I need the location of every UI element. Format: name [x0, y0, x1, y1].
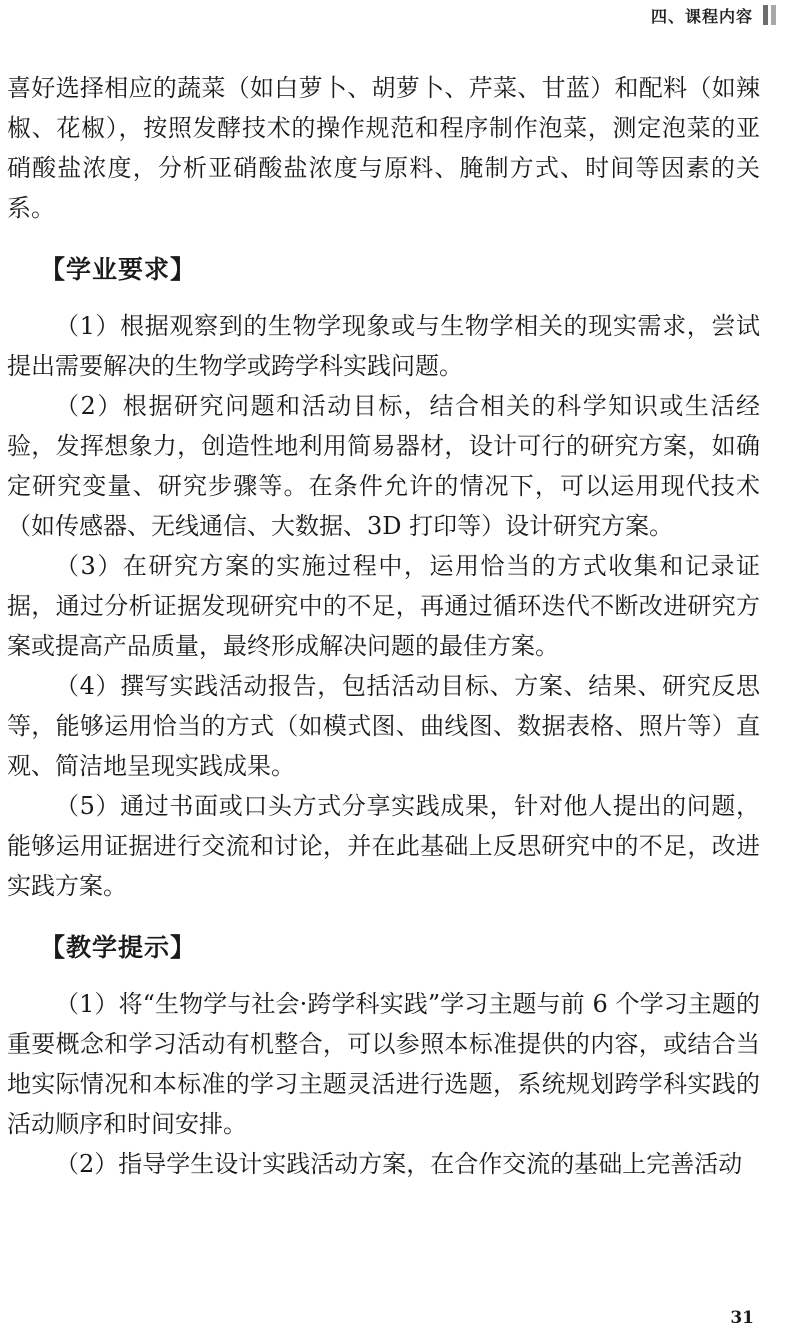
teaching-tip-item-1: （1）将“生物学与社会·跨学科实践”学习主题与前 6 个学习主题的重要概念和学习活动有机整合，可以参照本标准提供的内容，或结合当地实际情况和本标准的学习主题灵活进行选题，系统规划跨学科实践的活动顺序和时间安排。	[7, 990, 760, 1138]
requirement-item-3: （3）在研究方案的实施过程中，运用恰当的方式收集和记录证据，通过分析证据发现研究中的不足，再通过循环迭代不断改进研究方案或提高产品质量，最终形成解决问题的最佳方案。	[7, 552, 760, 660]
page-number: 31	[730, 1308, 754, 1328]
header-bar-dark	[763, 5, 768, 25]
chapter-title: 四、课程内容	[650, 6, 753, 26]
section-heading-teaching-tips: 【教学提示】	[40, 933, 197, 962]
intro-paragraph: 喜好选择相应的蔬菜（如白萝卜、胡萝卜、芹菜、甘蓝）和配料（如辣椒、花椒），按照发酵技术的操作规范和程序制作泡菜，测定泡菜的亚硝酸盐浓度，分析亚硝酸盐浓度与原料、腌制方式、时间等因素的关系。	[7, 74, 760, 222]
header-bar-light	[771, 5, 776, 25]
teaching-tip-item-2: （2）指导学生设计实践活动方案，在合作交流的基础上完善活动	[55, 1150, 743, 1178]
requirement-item-5: （5）通过书面或口头方式分享实践成果，针对他人提出的问题，能够运用证据进行交流和讨论，并在此基础上反思研究中的不足，改进实践方案。	[7, 792, 760, 900]
running-header	[651, 0, 776, 30]
header-decoration	[760, 5, 776, 25]
section-heading-academic-requirements: 【学业要求】	[40, 255, 197, 284]
requirement-item-1: （1）根据观察到的生物学现象或与生物学相关的现实需求，尝试提出需要解决的生物学或跨学科实践问题。	[7, 312, 760, 380]
requirement-item-4: （4）撰写实践活动报告，包括活动目标、方案、结果、研究反思等，能够运用恰当的方式（如模式图、曲线图、数据表格、照片等）直观、简洁地呈现实践成果。	[7, 672, 760, 780]
requirement-item-2: （2）根据研究问题和活动目标，结合相关的科学知识或生活经验，发挥想象力，创造性地利用简易器材，设计可行的研究方案，如确定研究变量、研究步骤等。在条件允许的情况下，可以运用现代技术（如传感器、无线通信、大数据、3D 打印等）设计研究方案。	[7, 392, 760, 540]
page-body	[0, 68, 790, 1184]
